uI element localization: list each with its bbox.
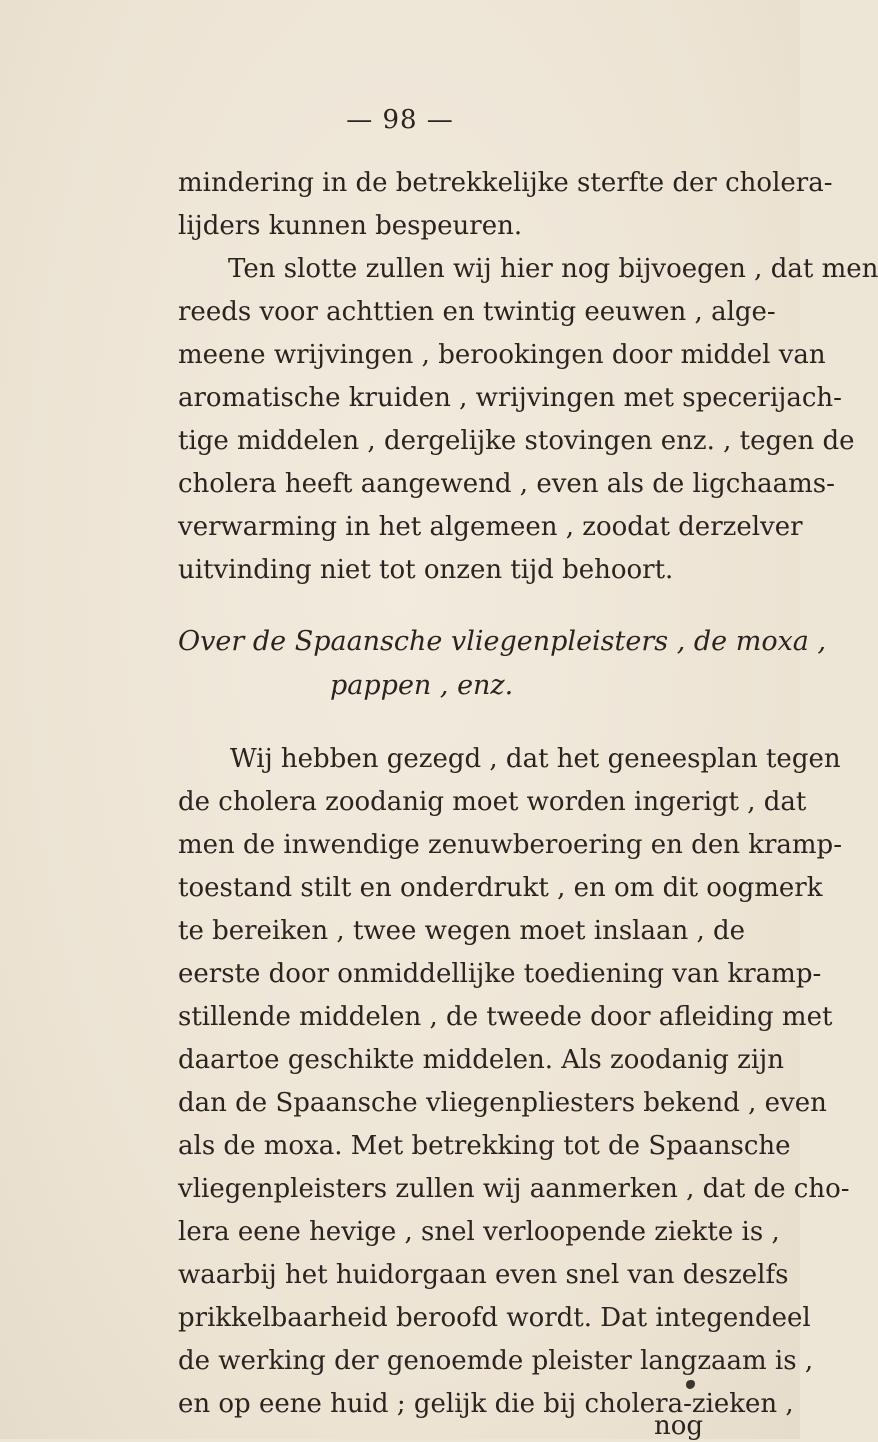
text-line: men de inwendige zenuwberoering en den kramp- <box>178 830 842 860</box>
text-line: Wij hebben gezegd , dat het geneesplan tegen <box>230 744 841 774</box>
text-line: meene wrijvingen , berookingen door middel van <box>178 340 826 370</box>
text-line: aromatische kruiden , wrijvingen met specerijach- <box>178 383 842 413</box>
text-line: en op eene huid ; gelijk die bij cholera-zieken , <box>178 1389 794 1419</box>
text-line: lera eene hevige , snel verloopende ziekte is , <box>178 1217 780 1247</box>
text-line: als de moxa. Met betrekking tot de Spaansche <box>178 1131 791 1161</box>
text-line: mindering in de betrekkelijke sterfte der cholera- <box>178 168 833 198</box>
text-line: toestand stilt en onderdrukt , en om dit oogmerk <box>178 873 823 903</box>
text-line: verwarming in het algemeen , zoodat derzelver <box>178 512 803 542</box>
text-line: te bereiken , twee wegen moet inslaan , de <box>178 916 746 946</box>
text-line: tige middelen , dergelijke stovingen enz. , tegen de <box>178 426 855 456</box>
text-line: de werking der genoemde pleister langzaam is , <box>178 1346 814 1376</box>
text-line: de cholera zoodanig moet worden ingerigt , dat <box>178 787 807 817</box>
text-line: lijders kunnen bespeuren. <box>178 211 523 241</box>
text-line: vliegenpleisters zullen wij aanmerken , dat de cho- <box>178 1174 850 1204</box>
text-line: cholera heeft aangewend , even als de ligchaams- <box>178 469 835 499</box>
text-line: dan de Spaansche vliegenpliesters bekend , even <box>178 1088 827 1118</box>
text-line: prikkelbaarheid beroofd wordt. Dat integendeel <box>178 1303 811 1333</box>
section-heading: Over de Spaansche vliegenpleisters , de moxa , <box>178 626 827 657</box>
text-line: daartoe geschikte middelen. Als zoodanig zijn <box>178 1045 784 1075</box>
page-number-header: — 98 — <box>346 105 454 135</box>
text-line: eerste door onmiddellijke toediening van kramp- <box>178 959 822 989</box>
text-line: waarbij het huidorgaan even snel van deszelfs <box>178 1260 789 1290</box>
catchword: nog <box>654 1411 704 1441</box>
text-line: reeds voor achttien en twintig eeuwen , alge- <box>178 297 776 327</box>
text-line: stillende middelen , de tweede door afleiding met <box>178 1002 833 1032</box>
ink-speck <box>686 1380 695 1389</box>
text-line: Ten slotte zullen wij hier nog bijvoegen , dat men <box>228 254 878 284</box>
section-heading-continued: pappen , enz. <box>330 670 514 701</box>
text-line: uitvinding niet tot onzen tijd behoort. <box>178 555 674 585</box>
